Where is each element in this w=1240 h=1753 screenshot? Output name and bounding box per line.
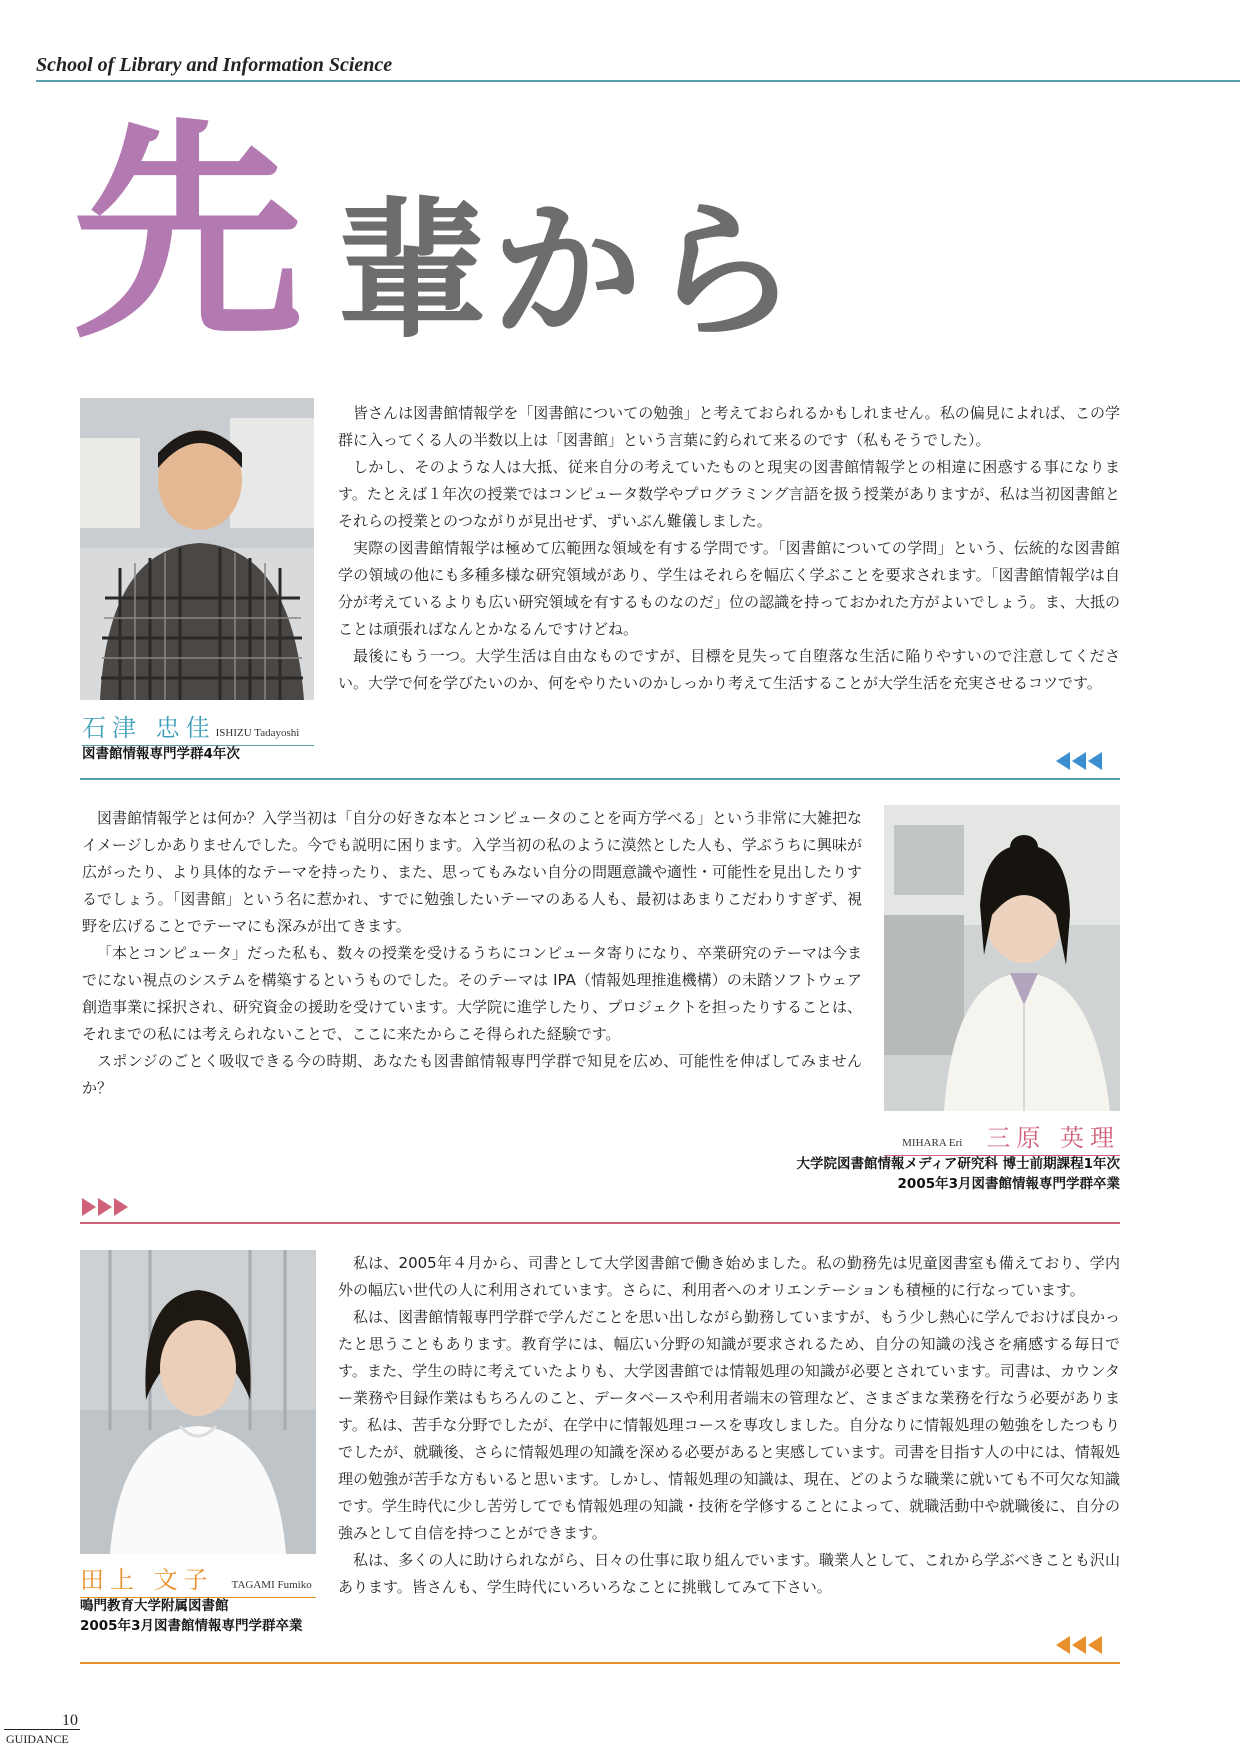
affiliation-tagami: [80, 1596, 302, 1636]
affiliation-line: 鳴門教育大学附属図書館: [80, 1598, 229, 1614]
affiliation-line: 図書館情報専門学群4年次: [82, 746, 240, 762]
section3-paragraph: 私は、図書館情報専門学群で学んだことを思い出しながら勤務していますが、もう少し熱心に学んでおけば良かったと思うこともあります。教育学には、幅広い分野の知識が要求されるため、自分の知識の浅さを痛感する毎日です。また、学生の時に考えていたよりも、大学図書館では情報処理の知識が必要とされています。司書は、カウンター業務や目録作業はもちろんのこと、データベースや利用者端末の管理など、さまざまな業務を行なう必要があります。私は、苦手な分野でしたが、在学中に情報処理コースを専攻しました。自分なりに情報処理の勉強をしたつもりでしたが、就職後、さらに情報処理の知識を深める必要があると実感しています。司書を目指す人の中には、情報処理の勉強が苦手な方もいると思います。しかし、情報処理の知識は、現在、どのような職業に就いても不可欠な知識です。学生時代に少し苦労してでも情報処理の知識・技術を学修することによって、就職活動中や就職後に、自分の強みとして自信を持つことができます。: [338, 1308, 1120, 1542]
section1-paragraph: しかし、そのような人は大抵、従来自分の考えていたものと現実の図書館情報学との相違に困惑する事になります。たとえば１年次の授業ではコンピュータ数学やプログラミング言語を扱う授業がありますが、私は当初図書館とそれらの授業とのつながりが見出せず、ずいぶん難儀しました。: [338, 458, 1120, 530]
header-divider: [36, 80, 1240, 82]
affiliation-mihara: [640, 1154, 1120, 1194]
page-number: 10: [62, 1712, 78, 1729]
section2-paragraph: スポンジのごとく吸収できる今の時期、あなたも図書館情報専門学群で知見を広め、可能性を伸ばしてみませんか？: [82, 1052, 862, 1097]
affiliation-line: 2005年3月図書館情報専門学群卒業: [897, 1176, 1120, 1192]
portrait-woman-lab-illustration: [884, 805, 1120, 1111]
photo-tagami: [80, 1250, 316, 1554]
name-en: ISHIZU Tadayoshi: [215, 727, 300, 739]
section2-paragraph: 「本とコンピュータ」だった私も、数々の授業を受けるうちにコンピュータ寄りになり、卒業研究のテーマは今までにない視点のシステムを構築するというものでした。そのテーマは IPA（情報処理推進機構）の未踏ソフトウェア創造事業に採択され、研究資金の援助を受けています。大学院に進学したり、プロジェクトを担ったりすることは、それまでの私には考えられないことで、ここに来たからこそ得られた経験です。: [82, 944, 863, 1043]
page-title-big-char: 先: [72, 99, 305, 369]
section-divider: [80, 1662, 1120, 1664]
page-title-rest: 輩から: [336, 183, 805, 359]
section1-paragraph: 実際の図書館情報学は極めて広範囲な領域を有する学問です。「図書館についての学問」という、伝統的な図書館学の領域の他にも多種多様な研究領域があり、学生はそれらを幅広く学ぶことを要求されます。「図書館情報学は自分が考えているよりも広い研究領域を有するものなのだ」位の認識を持っておかれた方がよいでしょう。ま、大抵のことは頑張ればなんとかなるんですけどね。: [338, 539, 1120, 638]
portrait-man-illustration: [80, 398, 314, 700]
section3-paragraph: 私は、2005年４月から、司書として大学図書館で働き始めました。私の勤務先は児童図書室も備えており、学内外の幅広い世代の人に利用されています。さらに、利用者へのオリエンテーションも積極的に行なっています。: [338, 1254, 1120, 1299]
section1-paragraph: 皆さんは図書館情報学を「図書館についての勉強」と考えておられるかもしれません。私の偏見によれば、この学群に入ってくる人の半数以上は「図書館」という言葉に釣られて来るのです（私もそうでした）。: [338, 404, 1120, 449]
footer-label: GUIDANCE: [6, 1732, 69, 1746]
author-name-ishizu: [82, 708, 314, 746]
author-name-mihara: [884, 1118, 1120, 1156]
name-jp: 三原 英理: [986, 1124, 1120, 1152]
name-en: MIHARA Eri: [902, 1137, 963, 1149]
arrow-left-icon: [1056, 1636, 1104, 1658]
portrait-woman-illustration: [80, 1250, 316, 1554]
section3-paragraph: 私は、多くの人に助けられながら、日々の仕事に取り組んでいます。職業人として、これから学ぶべきことも沢山あります。皆さんも、学生時代にいろいろなことに挑戦してみて下さい。: [338, 1551, 1120, 1596]
header-title: School of Library and Information Science: [36, 54, 393, 76]
name-jp: 石津 忠佳: [82, 714, 216, 742]
section1-paragraph: 最後にもう一つ。大学生活は自由なものですが、目標を見失って自堕落な生活に陥りやすいので注意してください。大学で何を学びたいのか、何をやりたいのかしっかり考えて生活することが大学生活を充実させるコツです。: [338, 647, 1120, 692]
affiliation-line: 大学院図書館情報メディア研究科 博士前期課程1年次: [796, 1156, 1120, 1172]
arrow-left-icon: [1056, 752, 1104, 774]
footer-rule: [4, 1729, 80, 1730]
arrow-right-icon: [82, 1198, 130, 1220]
photo-mihara: [884, 805, 1120, 1111]
section2-paragraph: 図書館情報学とは何か？入学当初は「自分の好きな本とコンピュータのことを両方学べる」という非常に大雑把なイメージしかありませんでした。今でも説明に困ります。入学当初の私のように漠然とした人も、学ぶうちに興味が広がったり、より具体的なテーマを持ったり、また、思ってもみない自分の問題意識や適性・可能性を見出したりするでしょう。「図書館」という名に惹かれ、すでに勉強したいテーマのある人も、最初はあまりこだわりすぎず、視野を広げることでテーマにも深みが出てきます。: [82, 809, 863, 935]
affiliation-line: 2005年3月図書館情報専門学群卒業: [80, 1618, 303, 1634]
name-en: TAGAMI Fumiko: [231, 1579, 312, 1591]
section-divider: [80, 778, 1120, 780]
photo-ishizu: [80, 398, 314, 700]
section2-text: [82, 805, 862, 1102]
section1-text: [338, 400, 1120, 697]
name-jp: 田上 文子: [80, 1566, 214, 1594]
author-name-tagami: [80, 1560, 316, 1598]
section-divider: [80, 1222, 1120, 1224]
section3-text: [338, 1250, 1120, 1601]
affiliation-ishizu: [82, 744, 240, 764]
